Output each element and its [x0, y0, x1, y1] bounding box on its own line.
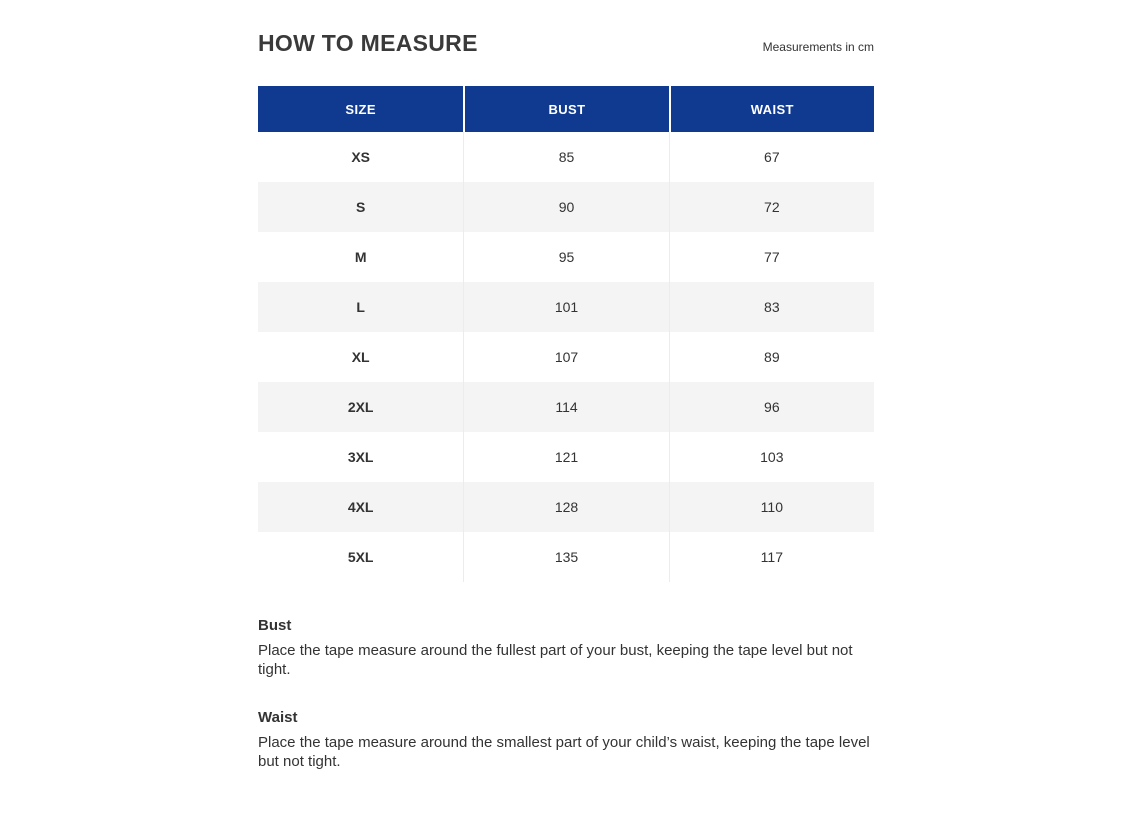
table-row	[258, 382, 874, 432]
waist-section-description: Place the tape measure around the smallest part of your child’s waist, keeping the tape level but not tight.	[258, 734, 870, 770]
page-title: HOW TO MEASURE	[258, 30, 478, 56]
bust-cell: 121	[463, 432, 668, 482]
table-row	[258, 232, 874, 282]
size-cell: 4XL	[347, 499, 374, 515]
bust-cell: 85	[463, 132, 668, 182]
column-header-waist: WAIST	[669, 86, 874, 132]
waist-cell: 117	[669, 532, 874, 582]
header-row	[258, 30, 874, 57]
size-cell: 5XL	[347, 549, 374, 565]
waist-section	[258, 709, 874, 771]
bust-cell: 95	[463, 232, 668, 282]
bust-section	[258, 617, 874, 679]
size-table-body	[258, 132, 874, 582]
waist-cell: 96	[669, 382, 874, 432]
size-table	[258, 86, 874, 582]
waist-cell: 67	[669, 132, 874, 182]
bust-cell: 90	[463, 182, 668, 232]
bust-cell: 135	[463, 532, 668, 582]
waist-cell: 103	[669, 432, 874, 482]
size-cell: M	[354, 249, 367, 265]
table-row	[258, 332, 874, 382]
size-cell: L	[356, 299, 365, 315]
column-header-bust: BUST	[463, 86, 668, 132]
table-row	[258, 532, 874, 582]
table-row	[258, 182, 874, 232]
table-row	[258, 132, 874, 182]
column-header-size: SIZE	[345, 101, 376, 117]
size-cell: S	[355, 199, 366, 215]
waist-cell: 89	[669, 332, 874, 382]
size-cell: XL	[351, 349, 370, 365]
bust-cell: 114	[463, 382, 668, 432]
unit-note: Measurements in cm	[762, 40, 874, 54]
size-cell: 3XL	[347, 449, 374, 465]
size-cell: XS	[351, 149, 370, 165]
size-guide-content	[258, 30, 874, 771]
size-table-header	[258, 86, 874, 132]
table-row	[258, 482, 874, 532]
waist-cell: 83	[669, 282, 874, 332]
bust-cell: 101	[463, 282, 668, 332]
waist-cell: 72	[669, 182, 874, 232]
bust-section-description: Place the tape measure around the fullest part of your bust, keeping the tape level but not tight.	[258, 642, 853, 678]
table-row	[258, 282, 874, 332]
size-cell: 2XL	[347, 399, 374, 415]
waist-section-heading: Waist	[258, 709, 298, 726]
waist-cell: 77	[669, 232, 874, 282]
table-row	[258, 432, 874, 482]
bust-section-heading: Bust	[258, 617, 292, 634]
bust-cell: 107	[463, 332, 668, 382]
waist-cell: 110	[669, 482, 874, 532]
bust-cell: 128	[463, 482, 668, 532]
